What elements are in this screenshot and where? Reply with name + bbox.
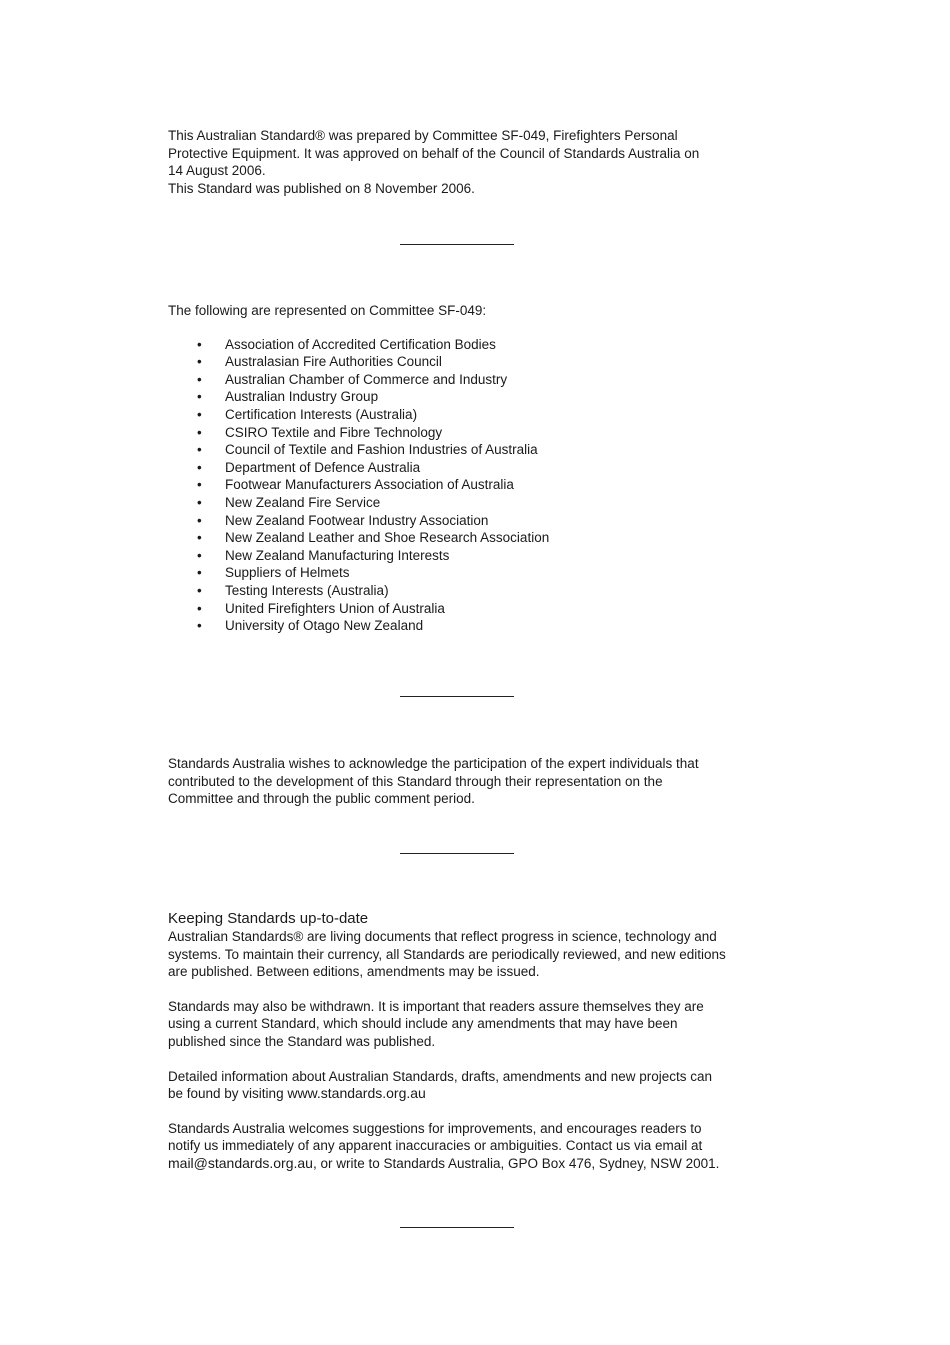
committee-member: • Australasian Fire Authorities Council bbox=[168, 353, 768, 371]
committee-member: • Footwear Manufacturers Association of Australia bbox=[168, 476, 768, 494]
committee-member: • New Zealand Manufacturing Interests bbox=[168, 547, 768, 565]
paragraph-text: , or write to Standards Australia, GPO Box 476, Sydney, NSW 2001. bbox=[312, 1155, 720, 1171]
uptodate-paragraph-1 bbox=[168, 928, 768, 981]
paragraph-line: systems. To maintain their currency, all Standards are periodically reviewed, and new editions bbox=[168, 946, 726, 962]
section-divider bbox=[400, 853, 514, 854]
intro-line: Protective Equipment. It was approved on behalf of the Council of Standards Australia on bbox=[168, 145, 700, 161]
paragraph-line: Detailed information about Australian Standards, drafts, amendments and new projects can bbox=[168, 1068, 713, 1084]
paragraph-line: are published. Between editions, amendments may be issued. bbox=[168, 964, 540, 980]
section-divider bbox=[400, 1227, 514, 1228]
committee-member: • Council of Textile and Fashion Industries of Australia bbox=[168, 441, 768, 459]
committee-member: • Testing Interests (Australia) bbox=[168, 582, 768, 600]
committee-lead: The following are represented on Committee SF-049: bbox=[168, 303, 487, 318]
intro-line: This Standard was published on 8 November 2006. bbox=[168, 180, 475, 196]
paragraph-line: published since the Standard was published. bbox=[168, 1033, 436, 1049]
paragraph-line bbox=[168, 1155, 768, 1173]
section-divider bbox=[400, 244, 514, 245]
committee-member: • Certification Interests (Australia) bbox=[168, 406, 768, 424]
committee-member: • New Zealand Leather and Shoe Research Association bbox=[168, 529, 768, 547]
paragraph-line: notify us immediately of any apparent inaccuracies or ambiguities. Contact us via email at bbox=[168, 1138, 703, 1154]
committee-member: • Department of Defence Australia bbox=[168, 459, 768, 477]
intro-paragraph bbox=[168, 127, 768, 197]
section-divider bbox=[400, 696, 514, 697]
uptodate-section bbox=[168, 909, 768, 1173]
paragraph-text: be found by visiting bbox=[168, 1086, 288, 1102]
website-link[interactable]: www.standards.org.au bbox=[287, 1085, 426, 1102]
uptodate-paragraph-2 bbox=[168, 998, 768, 1051]
acknowledgement-line: Standards Australia wishes to acknowledge the participation of the expert individuals that bbox=[168, 756, 699, 771]
committee-member: • United Firefighters Union of Australia bbox=[168, 600, 768, 618]
uptodate-paragraph-4 bbox=[168, 1120, 768, 1173]
intro-line: 14 August 2006. bbox=[168, 163, 266, 179]
acknowledgement-line: Committee and through the public comment period. bbox=[168, 791, 475, 807]
committee-member: • Suppliers of Helmets bbox=[168, 564, 768, 582]
committee-member-list bbox=[168, 336, 768, 635]
email-link[interactable]: mail@standards.org.au bbox=[168, 1154, 313, 1171]
intro-line: This Australian Standard® was prepared by Committee SF-049, Firefighters Personal bbox=[168, 128, 678, 143]
committee-section bbox=[168, 302, 768, 635]
committee-member: • New Zealand Footwear Industry Association bbox=[168, 512, 768, 530]
committee-member: • CSIRO Textile and Fibre Technology bbox=[168, 424, 768, 442]
paragraph-line: using a current Standard, which should include any amendments that may have been bbox=[168, 1016, 678, 1032]
acknowledgement-paragraph bbox=[168, 755, 768, 808]
committee-member: • New Zealand Fire Service bbox=[168, 494, 768, 512]
committee-member: • Association of Accredited Certification Bodies bbox=[168, 336, 768, 354]
paragraph-line bbox=[168, 1085, 768, 1103]
uptodate-paragraph-3 bbox=[168, 1068, 768, 1103]
acknowledgement-line: contributed to the development of this Standard through their representation on the bbox=[168, 773, 663, 789]
section-heading: Keeping Standards up-to-date bbox=[168, 910, 369, 927]
paragraph-line: Standards Australia welcomes suggestions for improvements, and encourages readers to bbox=[168, 1120, 702, 1136]
committee-member: • University of Otago New Zealand bbox=[168, 617, 768, 635]
committee-member: • Australian Chamber of Commerce and Industry bbox=[168, 371, 768, 389]
paragraph-line: Standards may also be withdrawn. It is important that readers assure themselves they are bbox=[168, 998, 704, 1014]
committee-member: • Australian Industry Group bbox=[168, 388, 768, 406]
paragraph-line: Australian Standards® are living documents that reflect progress in science, technology and bbox=[168, 929, 717, 944]
